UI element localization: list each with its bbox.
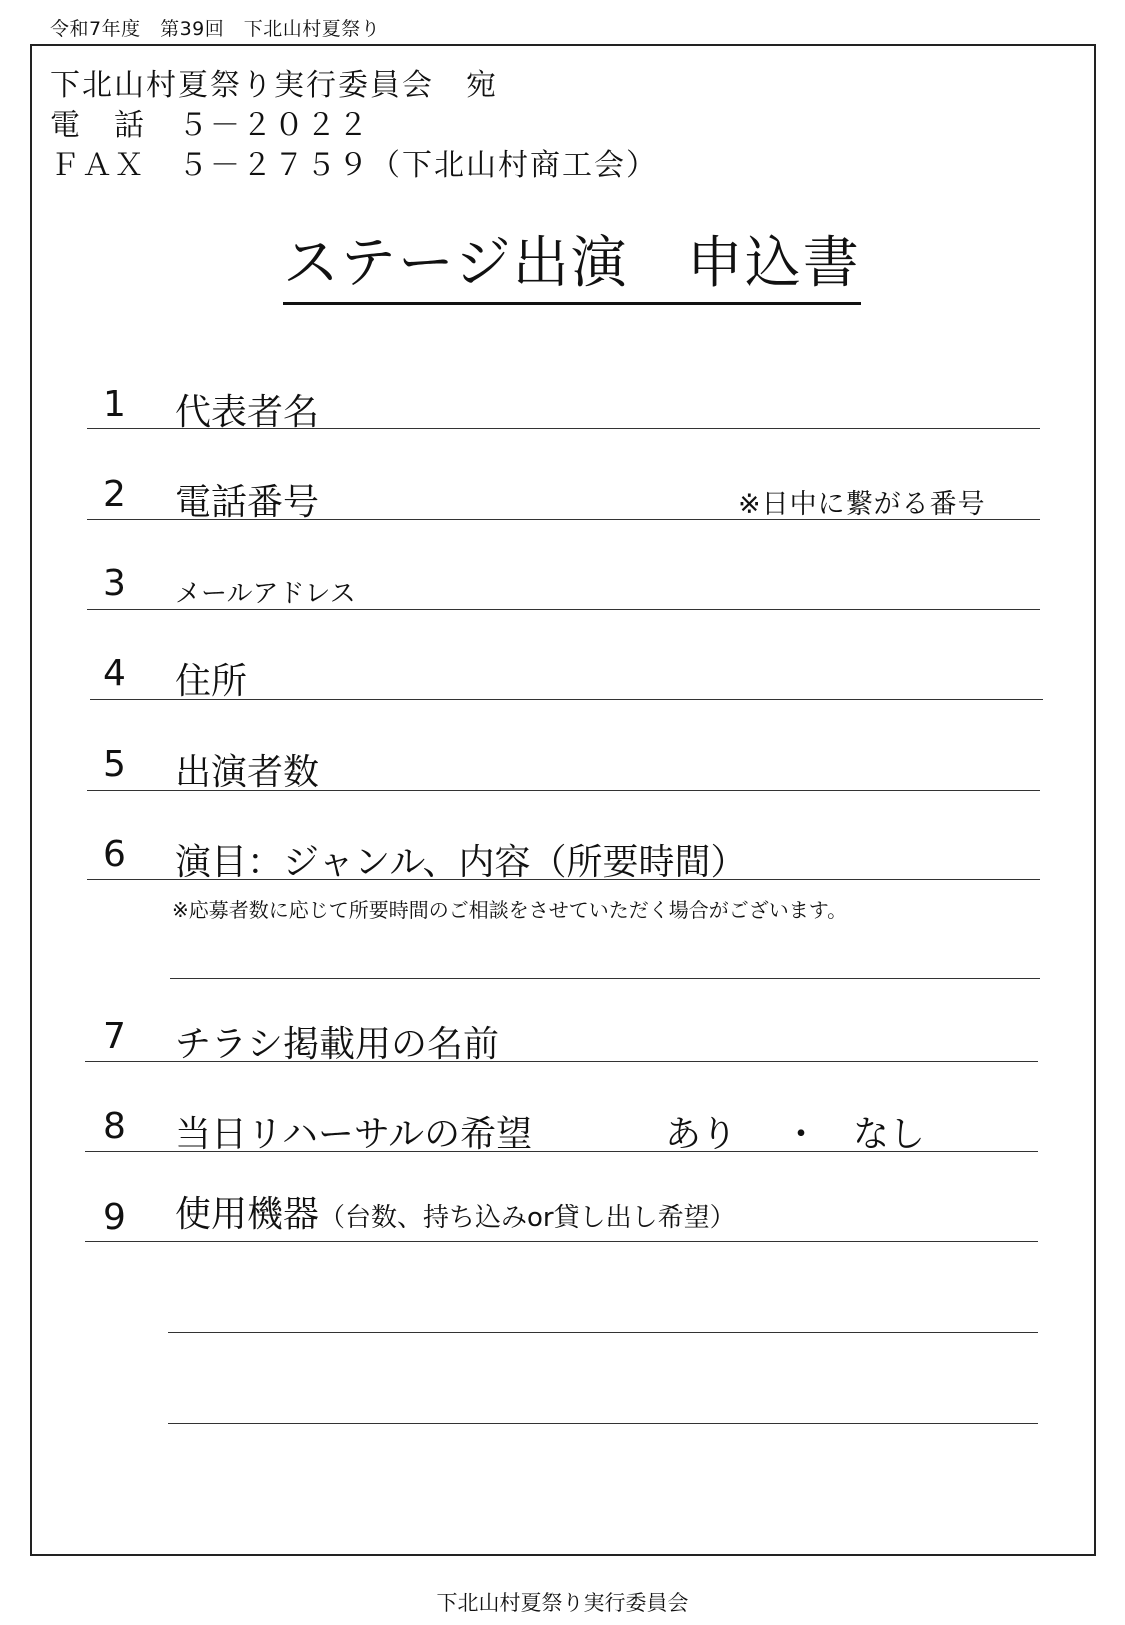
answer-line-extra[interactable] [170, 978, 1040, 979]
item-number: 4 [103, 653, 126, 694]
item-label-row [175, 1194, 736, 1235]
item-label: 代表者名 [175, 392, 320, 433]
telephone: 電 話 ５－２０２２ [50, 108, 370, 143]
option-yes[interactable]: あり [665, 1114, 738, 1155]
answer-line[interactable] [87, 790, 1040, 791]
answer-line[interactable] [85, 1241, 1038, 1242]
answer-line [85, 1151, 1038, 1152]
answer-line[interactable] [87, 609, 1040, 610]
answer-line[interactable] [87, 879, 1040, 880]
item-note: （台数、持ち込みor貸し出し希望） [319, 1203, 736, 1233]
item-label: 住所 [175, 661, 248, 702]
addressee: 下北山村夏祭り実行委員会 宛 [50, 68, 498, 103]
answer-line-extra[interactable] [168, 1332, 1038, 1333]
answer-line[interactable] [87, 428, 1040, 429]
item-number: 3 [103, 563, 126, 604]
item-label: 使用機器 [175, 1194, 320, 1235]
item-number: 2 [103, 474, 126, 515]
option-no[interactable]: なし [853, 1114, 926, 1155]
item-number: 7 [103, 1016, 126, 1057]
header-event-title: 令和7年度 第39回 下北山村夏祭り [50, 18, 381, 40]
item-label: チラシ掲載用の名前 [175, 1024, 500, 1065]
form-title: ステージ出演 申込書 [283, 236, 861, 305]
option-separator: ・ [783, 1114, 820, 1155]
item-label: メールアドレス [175, 579, 356, 609]
fax: ＦＡＸ ５－２７５９（下北山村商工会） [50, 148, 658, 183]
item-label: 電話番号 [175, 482, 320, 523]
item-label: 演目：ジャンル、内容（所要時間） [175, 842, 747, 883]
item-number: 6 [103, 834, 126, 875]
item-number: 9 [103, 1197, 126, 1238]
answer-line[interactable] [85, 1061, 1038, 1062]
item-note: ※日中に繋がる番号 [738, 489, 986, 520]
answer-line-extra[interactable] [168, 1423, 1038, 1424]
item-number: 8 [103, 1106, 126, 1147]
item-number: 1 [103, 384, 126, 425]
footer-organizer: 下北山村夏祭り実行委員会 [436, 1591, 689, 1615]
answer-line[interactable] [87, 519, 1040, 520]
answer-line[interactable] [90, 699, 1043, 700]
item-label: 当日リハーサルの希望 [175, 1114, 533, 1155]
item-note: ※応募者数に応じて所要時間のご相談をさせていただく場合がございます。 [172, 898, 848, 922]
item-label: 出演者数 [175, 752, 320, 793]
item-number: 5 [103, 744, 126, 785]
